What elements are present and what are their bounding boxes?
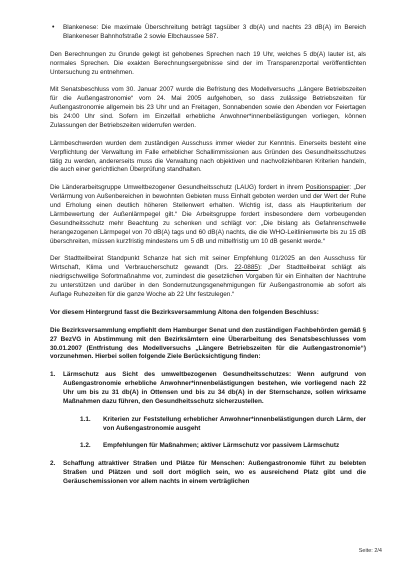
- page-number: Seite: 2/4: [358, 548, 382, 554]
- paragraph-laug: [50, 184, 366, 246]
- sub-item-number: 1.1.: [80, 415, 91, 423]
- list-item: [50, 371, 366, 407]
- bullet-blankenese: • Blankenese: Die maximale Überschreitung beträgt tagsüber 3 db(A) und nachts 23 dB(A) im Bereich Blankeneser Bahnhofstraße 2 sowie Elbchaussee 587.: [50, 24, 366, 42]
- item-text: Lärmschutz aus Sicht des umweltbezogenen Gesundheitsschutzes: Wenn aufgrund von Außengastronomie erhebliche Anwohner*innenbelästigungen bestehen, wie vorliegend nach 22 Uhr um bis zu 31 db(A) in Ottensen und bis zu 34 db(A) in der Sternschanze, sollen wirksame Maßnahmen dazu führen, den Gesundheitsschutz sicherzustellen.: [63, 371, 366, 405]
- resolution-list: [50, 371, 366, 487]
- sub-list-item: [80, 442, 366, 451]
- resolution-intro: Die Bezirksversammlung empfiehlt dem Hamburger Senat und den zuständigen Fachbehörden gemäß § 27 BezVG in Abstimmung mit den Bezirksämtern eine Überarbeitung des Senatsbeschlusses vom 30.01.2007 (Entfristung des Modellversuchs „Längere Betriebszeiten für die Außengastronomie“) vorzunehmen. Hierbei sollen folgende Ziele Berücksichtigung finden:: [50, 326, 366, 361]
- schanze-text-after: ): „Der Stadtteilbeirat schlägt als niedrigschwellige Sofortmaßnahme vor, zumindest die gesetzlichen Vorgaben für ein Einhalten der Nachtruhe zu unterstützen und darüber in den Sondernutzungsgenehmigungen für Außengastronomie ab sofort als Auflage Ruhezeiten für die ganze Woche ab 22 Uhr festzulegen.“: [50, 264, 366, 299]
- resolution-heading: Vor diesem Hintergrund fasst die Bezirksversammlung Altona den folgenden Beschluss:: [50, 308, 319, 316]
- bullet-list: [50, 24, 366, 42]
- laug-text-before: Die Länderarbeitsgruppe Umweltbezogener Gesundheitsschutz (LAUG) fordert in ihrem: [50, 184, 306, 192]
- positionspapier-link[interactable]: Positionspapier: [305, 184, 350, 192]
- item-number: 2.: [50, 460, 56, 468]
- sub-list-item: [80, 416, 366, 434]
- sub-item-text: Kriterien zur Feststellung erheblicher Anwohner*innenbelästigungen durch Lärm, der von Außengastronomie ausgeht: [103, 415, 366, 432]
- paragraph-noise-complaints: Lärmbeschwerden wurden dem zuständigen Ausschuss immer wieder zur Kenntnis. Einerseits besteht eine Verpflichtung der Verwaltung im Falle erheblicher Schallimmissionen aus Gründen des Gesundheitsschutzes tätig zu werden, andererseits muss die Verwaltung nach objektiven und nachvollziehbaren Kriterien handeln, die auch einer gerichtlichen Überprüfung standhalten.: [50, 139, 366, 174]
- laug-text-after: : „Der Verlärmung von Außenbereichen in bewohnten Gebieten muss Einhalt geboten werden und der Wert der Ruhe und Erholung einen deutlich höheren Stellenwert erhalten. Wichtig ist, dass als Hauptkriterium der Lärmbewertung der Außenlärmpegel gilt.“ Die Arbeitsgruppe fordert insbesondere dem vorbeugenden Gesundheitsschutz mehr Beachtung zu schenken und schlägt vor: „Die bislang als Gefahrenschwelle herangezogenen Lärmpegel von 70 dB(A) tags und 60 dB(A) nachts, die die WHO-Leitlinienwerte bis zu 15 dB überschreiten, müssen kurzfristig mindestens um 5 dB und mittelfristig um 10 dB gesenkt werde.“: [50, 184, 366, 245]
- sub-item-number: 1.2.: [80, 442, 91, 450]
- paragraph-senate-decision: Mit Senatsbeschluss vom 30. Januar 2007 wurde die Befristung des Modellversuchs „Längere Betriebszeiten für die Außengastronomie“ vom 24. Mai 2005 aufgehoben, so dass zulässige Betriebszeiten für Außengastronomie allgemein bis 23 Uhr und an Freitagen, Sonnabenden sowie den Abenden vor Feiertagen bis 24:00 Uhr sind. Sofern im Einzelfall erhebliche Anwohner*innenbelästigungen vorliegen, können Zulassungen der Betriebszeiten widerrufen werden.: [50, 86, 366, 129]
- schanze-text-before: Der Stadtteilbeirat Standpunkt Schanze hat sich mit seiner Empfehlung 01/2025 an den Ausschuss für Wirtschaft, Klima und Verbraucherschutz gewandt (Drs.: [50, 255, 366, 272]
- item-text: Schaffung attraktiver Straßen und Plätze für Menschen: Außengastronomie führt zu belebten Straßen und Plätzen und soll dort möglich sein, wo es ausreichend Platz gibt und die Geräuschemissionen vor allem nachts in einem verträglichen: [63, 460, 366, 486]
- paragraph-calculation: Den Berechnungen zu Grunde gelegt ist gehobenes Sprechen nach 19 Uhr, welches 5 db(A) lauter ist, als normales Sprechen. Die exakten Berechnungsergebnisse sind der im Transparenzportal veröffentlichten Untersuchung zu entnehmen.: [50, 50, 366, 76]
- item-number: 1.: [50, 371, 56, 379]
- paragraph-schanze: [50, 255, 366, 300]
- list-item: [50, 460, 366, 487]
- sub-item-text: Empfehlungen für Maßnahmen; aktiver Lärmschutz vor passivem Lärmschutz: [103, 442, 340, 450]
- drucksache-link[interactable]: 22-0885: [234, 264, 258, 272]
